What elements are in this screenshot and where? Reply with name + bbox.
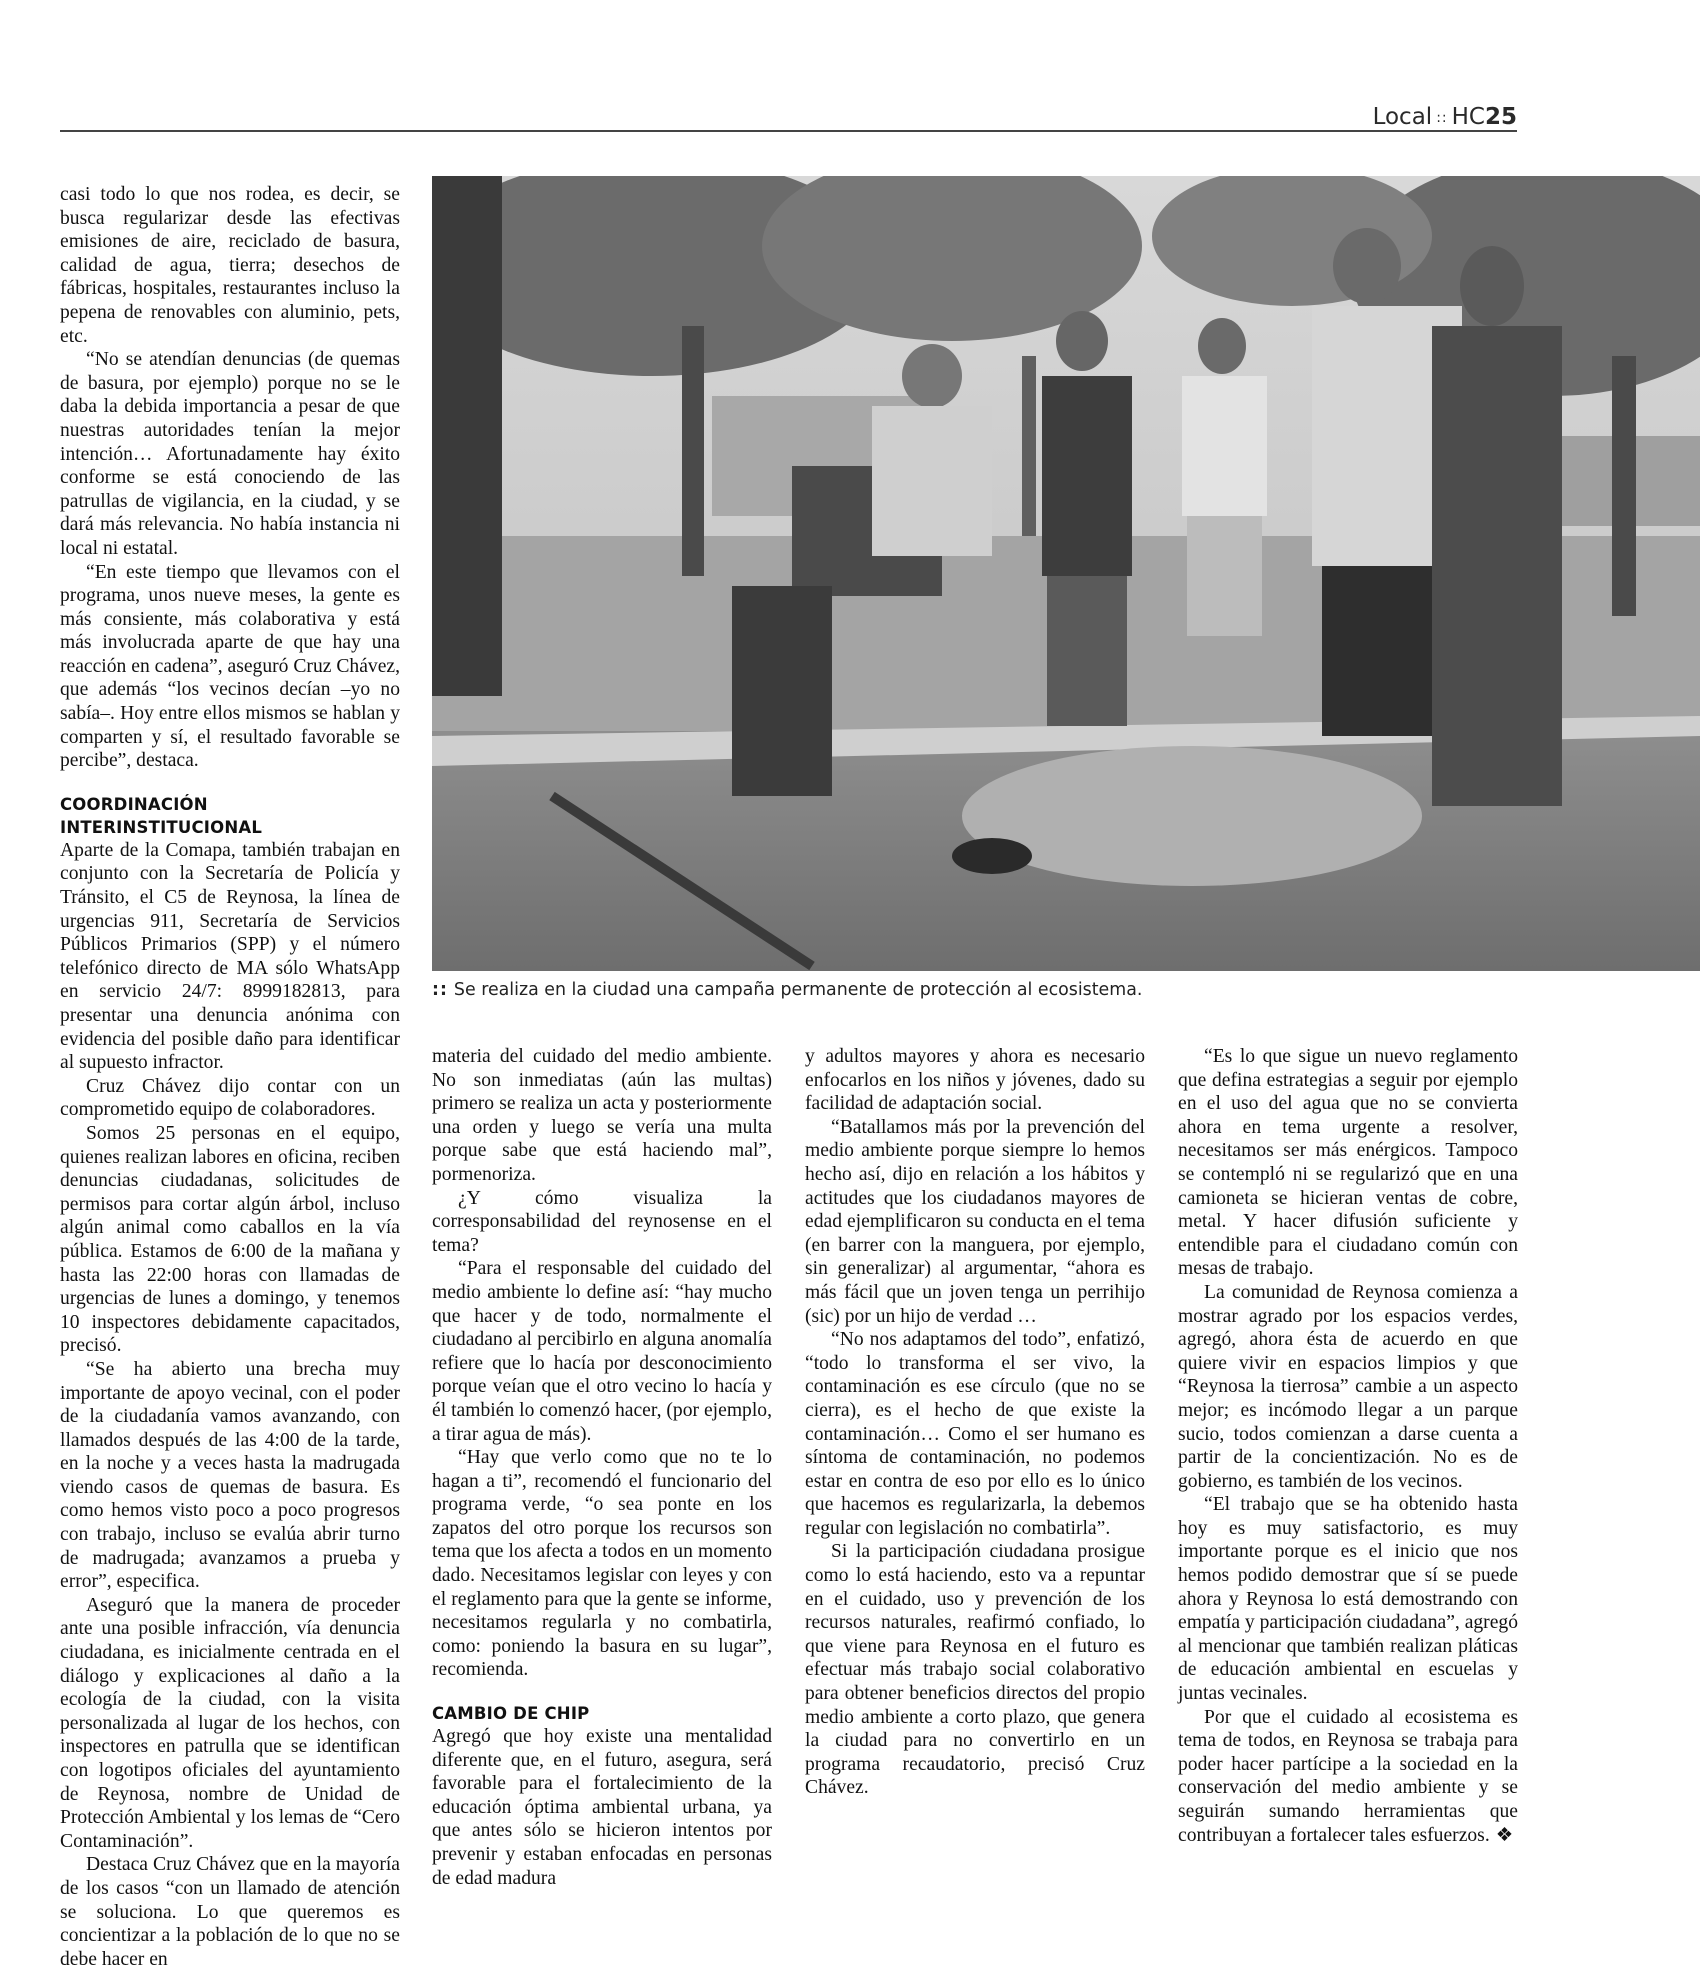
article-column-2 xyxy=(432,1045,772,1890)
paragraph: Somos 25 personas en el equipo, quienes realizan labores en oficina, reciben denuncias ciudadanas, solicitudes de permisos para cortar algún árbol, incluso algún animal como caballos en la vía pública. Estamos de 6:00 de la mañana y hasta las 22:00 horas con llamadas de urgencias de lunes a domingo, y tenemos 10 inspectores debidamente capacitados, precisó. xyxy=(60,1122,400,1357)
paragraph: y adultos mayores y ahora es necesario enfocarlos en los niños y jóvenes, dado su facilidad de adaptación social. xyxy=(805,1046,1145,1115)
end-mark-icon: ❖ xyxy=(1495,1824,1514,1846)
header-rule xyxy=(60,130,1517,132)
article-column-1 xyxy=(60,183,400,1970)
paragraph: Aseguró que la manera de proceder ante una posible infracción, vía denuncia ciudadana, es inicialmente centrada en el diálogo y explicaciones al daño a la ecología de la ciudad, con la visita personalizada al lugar de los hechos, con inspectores en patrulla que se identifican con logotipos oficiales del ayuntamiento de Reynosa, nombre de Unidad de Protección Ambiental y los lemas de “Cero Contaminación”. xyxy=(60,1594,400,1852)
paragraph: “Se ha abierto una brecha muy importante de apoyo vecinal, con el poder de la ciudadanía vamos avanzando, con llamados después de las 4:00 de la tarde, en la noche y a veces hasta la madrugada viendo casos de quemas de basura. Es como hemos visto poco a poco progresos con trabajo, incluso se evalúa abrir turno de madrugada; avanzamos a prueba y error”, especifica. xyxy=(60,1358,400,1593)
article-photo xyxy=(432,176,1700,971)
paragraph: Cruz Chávez dijo contar con un comprometido equipo de colaboradores. xyxy=(60,1075,400,1121)
subheading-coordinacion: COORDINACIÓN INTERINSTITUCIONAL xyxy=(60,794,263,837)
article-column-3 xyxy=(805,1045,1145,1800)
paragraph: “Batallamos más por la prevención del medio ambiente porque siempre lo hemos hecho así, dijo en relación a los hábitos y actitudes que los ciudadanos mayores de edad ejemplificaron su conducta en el tema (en barrer con la manguera, por ejemplo, sin generalizar) al argumentar, “ahora es más fácil que un joven tenga un perrihijo (sic) por un hijo de verdad … xyxy=(805,1116,1145,1327)
paragraph: Aparte de la Comapa, también trabajan en conjunto con la Secretaría de Policía y Tránsito, el C5 de Reynosa, la línea de urgencias 911, Secretaría de Servicios Públicos Primarios (SPP) y el número telefónico directo de MA sólo WhatsApp en servicio 24/7: 8999182813, para presentar una denuncia anónima con evidencia del posible daño para identificar al supuesto infractor. xyxy=(60,839,400,1074)
paragraph: Destaca Cruz Chávez que en la mayoría de los casos “con un llamado de atención se soluciona. Lo que queremos es concientizar a la población de lo que no se debe hacer en xyxy=(60,1854,400,1970)
paragraph: “En este tiempo que llevamos con el programa, unos nueve meses, la gente es más consiente, más colaborativa y está más involucrada aparte de que hay una reacción en cadena”, aseguró Cruz Chávez, que además “los vecinos decían –yo no sabía–. Hoy entre ellos mismos se hablan y comparten y sí, el resultado favorable se percibe”, destaca. xyxy=(60,561,400,772)
paragraph: “El trabajo que se ha obtenido hasta hoy es muy satisfactorio, es muy importante porque es el inicio que nos hemos podido demostrar que sí se puede ahora y Reynosa lo está demostrando con empatía y participación ciudadana”, agregó al mencionar que también realizan pláticas de educación ambiental en escuelas y juntas vecinales. xyxy=(1178,1494,1519,1705)
photo-caption xyxy=(432,980,1142,1000)
caption-text: Se realiza en la ciudad una campaña permanente de protección al ecosistema. xyxy=(453,980,1143,1000)
section-name: Local xyxy=(1372,104,1433,130)
paragraph: materia del cuidado del medio ambiente. No son inmediatas (aún las multas) primero se realiza un acta y posteriormente una orden y luego se vería una multa porque sabe que está haciendo mal”, pormenoriza. xyxy=(432,1046,772,1185)
paragraph: casi todo lo que nos rodea, es decir, se busca regularizar desde las efectivas emisiones de aire, reciclado de basura, calidad de agua, tierra; desechos de fábricas, hospitales, restaurantes incluso la pepena de renovables con aluminio, pets, etc. xyxy=(60,184,400,347)
page-header xyxy=(1373,104,1517,130)
paragraph: “Es lo que sigue un nuevo reglamento que defina estrategias a seguir por ejemplo en el uso del agua que no se convierta ahora en tema urgente a resolver, necesitamos ser más enérgicos. Tampoco se contempló ni se regularizó que en una camioneta se hicieran ventas de cobre, metal. Y hacer difusión suficiente y entendible para el ciudadano común con mesas de trabajo. xyxy=(1178,1046,1518,1280)
paragraph: Agregó que hoy existe una mentalidad diferente que, en el futuro, asegura, será favorable para el fortalecimiento de la educación óptima ambiental urbana, ya que antes sólo se hicieron intentos por prevenir y estaban enfocadas en personas de edad madura xyxy=(432,1726,772,1889)
article-column-4 xyxy=(1178,1045,1518,1847)
paragraph-final xyxy=(1178,1706,1518,1848)
paper-abbrev: HC xyxy=(1451,104,1485,130)
final-text: Por que el cuidado al ecosistema es tema de todos, en Reynosa se trabaja para poder hacer partícipe a la sociedad en la conservación del medio ambiente y se seguirán sumando herramientas que contribuyan a fortalecer tales esfuerzos. xyxy=(1178,1706,1518,1846)
paragraph: “Para el responsable del cuidado del medio ambiente lo define así: “hay mucho que hacer y de todo, normalmente el ciudadano al percibirlo en alguna anomalía refiere que lo hacía por desconocimiento porque veían que el otro vecino lo hacía y él también lo comenzó hacer, (por ejemplo, a tirar agua de más). xyxy=(432,1258,772,1445)
paragraph: ¿Y cómo visualiza la corresponsabilidad del reynosense en el tema? xyxy=(432,1187,772,1256)
subheading-cambio-de-chip: CAMBIO DE CHIP xyxy=(432,1704,590,1724)
page-number: 25 xyxy=(1484,104,1517,130)
paragraph: Si la participación ciudadana prosigue como lo está haciendo, esto va a repuntar en el cuidado, uso y prevención de los recursos naturales, reafirmó confiado, lo que viene para Reynosa en el futuro es efectuar más trabajo social colaborativo para obtener beneficios directos del propio medio ambiente a corto plazo, que genera la ciudad para no convertirlo en un programa recaudatorio, precisó Cruz Chávez. xyxy=(805,1541,1145,1799)
paragraph: “No se atendían denuncias (de quemas de basura, por ejemplo) porque no se le daba la debida importancia a pesar de que nuestras autoridades tenían la mejor intención… Afortunadamente hay éxito conforme se está conociendo de las patrullas de vigilancia, en la ciudad, y se dará más relevancia. No había instancia ni local ni estatal. xyxy=(60,349,400,559)
paragraph: La comunidad de Reynosa comienza a mostrar agrado por los espacios verdes, agregó, ahora ésta de acuerdo en que quiere vivir en espacios limpios y que “Reynosa la tierrosa” cambie a un aspecto mejor; es incómodo llegar a un parque sucio, todos comienzan a darse cuenta a partir de la concientización. No es de gobierno, es también de los vecinos. xyxy=(1178,1281,1518,1492)
caption-marker: :: xyxy=(432,980,448,1000)
photo-tree-planting xyxy=(432,176,1700,971)
paragraph: “No nos adaptamos del todo”, enfatizó, “todo lo transforma el ser vivo, la contaminación es ese círculo (que no se cierra), es el hecho de que existe la contaminación… Como el ser humano es síntoma de contaminación, no podemos estar en contra de eso por ello es lo único que hacemos es regularizarla, la debemos regular con legislación no combatirla”. xyxy=(805,1329,1145,1539)
header-separator: :: xyxy=(1436,110,1448,126)
paragraph: “Hay que verlo como que no te lo hagan a ti”, recomendó el funcionario del programa verde, “o sea ponte en los zapatos del otro porque los recursos son tema que los afecta a todos en un momento dado. Necesitamos legislar con leyes y con el reglamento para que la gente se informe, necesitamos regularla y no combatirla, como: poniendo la basura en su lugar”, recomienda. xyxy=(432,1447,772,1681)
